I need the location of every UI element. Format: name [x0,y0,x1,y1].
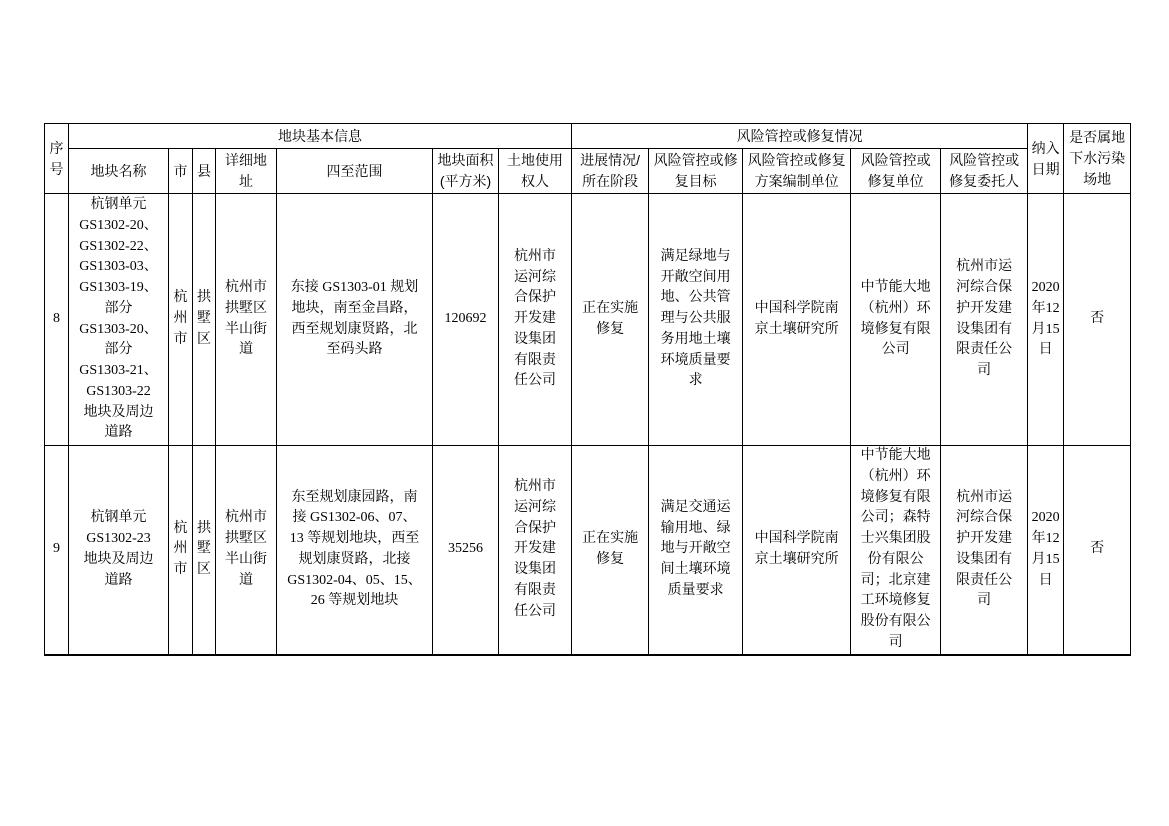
cell-parcel-name: 杭钢单元 GS1302-20、GS1302-22、GS1303-03、GS1303-19、部分 GS1303-20、部分 GS1303-21、GS1303-22 地块及周边道路 [69,194,169,446]
cell-area: 35256 [433,446,499,655]
cell-land-user: 杭州市运河综合保护开发建设集团有限责任公司 [499,194,572,446]
table-row [45,446,1131,655]
header-columns-row [45,149,1131,194]
header-parcel-name: 地块名称 [69,149,169,194]
header-boundary: 四至范围 [277,149,433,194]
cell-land-user: 杭州市运河综合保护开发建设集团有限责任公司 [499,446,572,655]
header-group-basic-info: 地块基本信息 [69,124,572,149]
cell-client: 杭州市运河综合保护开发建设集团有限责任公司 [941,194,1028,446]
cell-address: 杭州市拱墅区半山街道 [216,446,277,655]
header-area: 地块面积(平方米) [433,149,499,194]
header-goal: 风险管控或修复目标 [649,149,743,194]
cell-groundwater: 否 [1064,446,1131,655]
cell-client: 杭州市运河综合保护开发建设集团有限责任公司 [941,446,1028,655]
cell-boundary: 东至规划康园路，南接 GS1302-06、07、13 等规划地块，西至规划康贤路，北接 GS1302-04、05、15、26 等规划地块 [277,446,433,655]
cell-progress: 正在实施修复 [572,446,649,655]
cell-plan-unit: 中国科学院南京土壤研究所 [743,446,851,655]
cell-county: 拱墅区 [193,446,216,655]
cell-date: 2020年12月15日 [1028,446,1064,655]
cell-city: 杭州市 [169,194,193,446]
header-date: 纳入日期 [1028,124,1064,194]
header-plan-unit: 风险管控或修复方案编制单位 [743,149,851,194]
cell-seq: 9 [45,446,69,655]
cell-repair-unit: 中节能大地（杭州）环境修复有限公司；森特士兴集团股份有限公司；北京建工环境修复股份有限公司 [851,446,941,655]
header-county: 县 [193,149,216,194]
cell-repair-unit: 中节能大地（杭州）环境修复有限公司 [851,194,941,446]
cell-boundary: 东接 GS1303-01 规划地块，南至金昌路，西至规划康贤路，北至码头路 [277,194,433,446]
header-progress: 进展情况/所在阶段 [572,149,649,194]
cell-date: 2020年12月15日 [1028,194,1064,446]
cell-area: 120692 [433,194,499,446]
cell-plan-unit: 中国科学院南京土壤研究所 [743,194,851,446]
header-repair-unit: 风险管控或修复单位 [851,149,941,194]
header-group-risk: 风险管控或修复情况 [572,124,1028,149]
header-address: 详细地址 [216,149,277,194]
cell-groundwater: 否 [1064,194,1131,446]
header-group-row [45,124,1131,149]
cell-goal: 满足交通运输用地、绿地与开敞空间土壤环境质量要求 [649,446,743,655]
table-row [45,194,1131,446]
header-seq: 序号 [45,124,69,194]
remediation-parcel-table [44,123,1131,656]
cell-county: 拱墅区 [193,194,216,446]
header-land-user: 土地使用权人 [499,149,572,194]
cell-address: 杭州市拱墅区半山街道 [216,194,277,446]
header-client: 风险管控或修复委托人 [941,149,1028,194]
header-city: 市 [169,149,193,194]
cell-goal: 满足绿地与开敞空间用地、公共管理与公共服务用地土壤环境质量要求 [649,194,743,446]
cell-parcel-name: 杭钢单元 GS1302-23 地块及周边道路 [69,446,169,655]
cell-progress: 正在实施修复 [572,194,649,446]
header-groundwater: 是否属地下水污染场地 [1064,124,1131,194]
cell-seq: 8 [45,194,69,446]
cell-city: 杭州市 [169,446,193,655]
